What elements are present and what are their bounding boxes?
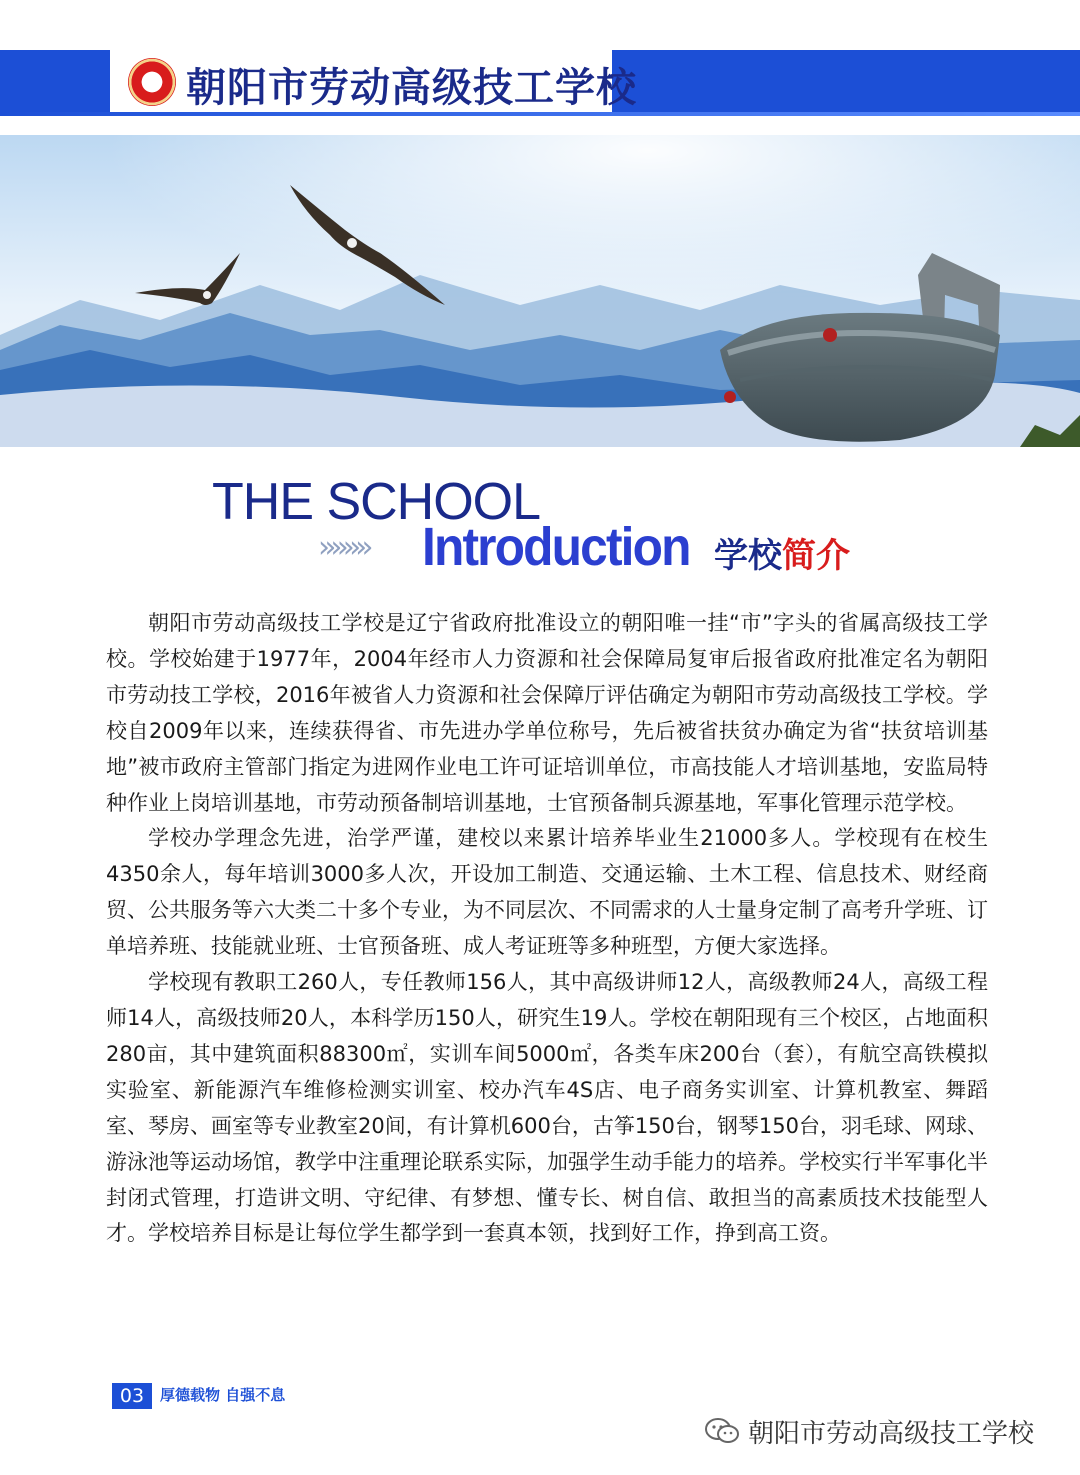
header-right-bar [612,50,1080,112]
heading-cn-part2: 简介 [782,536,850,576]
heading-cn-part1: 学校 [714,536,782,576]
intro-paragraph-2: 学校办学理念先进，治学严谨，建校以来累计培养毕业生21000多人。学校现有在校生4350余人，每年培训3000多人次，开设加工制造、交通运输、土木工程、信息技术、财经商贸、公共服务等六大类二十多个专业，为不同层次、不同需求的人士量身定制了高考升学班、订单培养班、技能就业班、士官预备班、成人考证班等多种班型，方便大家选择。 [106,826,988,959]
heading-introduction: Introduction [422,517,690,577]
page-number: 03 [112,1383,152,1409]
wechat-account-watermark: 朝阳市劳动高级技工学校 [748,1419,1035,1449]
school-title: 朝阳市劳动高级技工学校 [186,64,637,111]
wechat-icon [704,1417,740,1445]
intro-paragraph-1: 朝阳市劳动高级技工学校是辽宁省政府批准设立的朝阳唯一挂“市”字头的省属高级技工学校。学校始建于1977年，2004年经市人力资源和社会保障局复审后报省政府批准定名为朝阳市劳动技工学校，2016年被省人力资源和社会保障厅评估确定为朝阳市劳动高级技工学校。学校自2009年以来，连续获得省、市先进办学单位称号，先后被省扶贫办确定为省“扶贫培训基地”被市政府主管部门指定为进网作业电工许可证培训单位，市高技能人才培训基地，安监局特种作业上岗培训基地，市劳动预备制培训基地，士官预备制兵源基地，军事化管理示范学校。 [106,611,988,815]
hero-banner-illustration [0,135,1080,447]
chevrons-decoration: »»»» [318,530,368,565]
school-logo-icon [128,58,176,106]
hero-banner [0,135,1080,447]
school-motto: 厚德载物 自强不息 [160,1386,286,1404]
intro-paragraph-3: 学校现有教职工260人，专任教师156人，其中高级讲师12人，高级教师24人，高级工程师14人，高级技师20人，本科学历150人，研究生19人。学校在朝阳现有三个校区，占地面积280亩，其中建筑面积88300㎡，实训车间5000㎡，各类车床200台（套），有航空高铁模拟实验室、新能源汽车维修检测实训室、校办汽车4S店、电子商务实训室、计算机教室、舞蹈室、琴房、画室等专业教室20间，有计算机600台，古筝150台，钢琴150台，羽毛球、网球、游泳池等运动场馆，教学中注重理论联系实际，加强学生动手能力的培养。学校实行半军事化半封闭式管理，打造讲文明、守纪律、有梦想、懂专长、树自信、敢担当的高素质技术技能型人才。学校培养目标是让每位学生都学到一套真本领，找到好工作，挣到高工资。 [106,970,988,1246]
intro-body [106,606,988,1252]
heading-cn [714,528,850,577]
header-left-bar [0,50,110,112]
heading-the-school: THE SCHOOL [212,473,541,531]
